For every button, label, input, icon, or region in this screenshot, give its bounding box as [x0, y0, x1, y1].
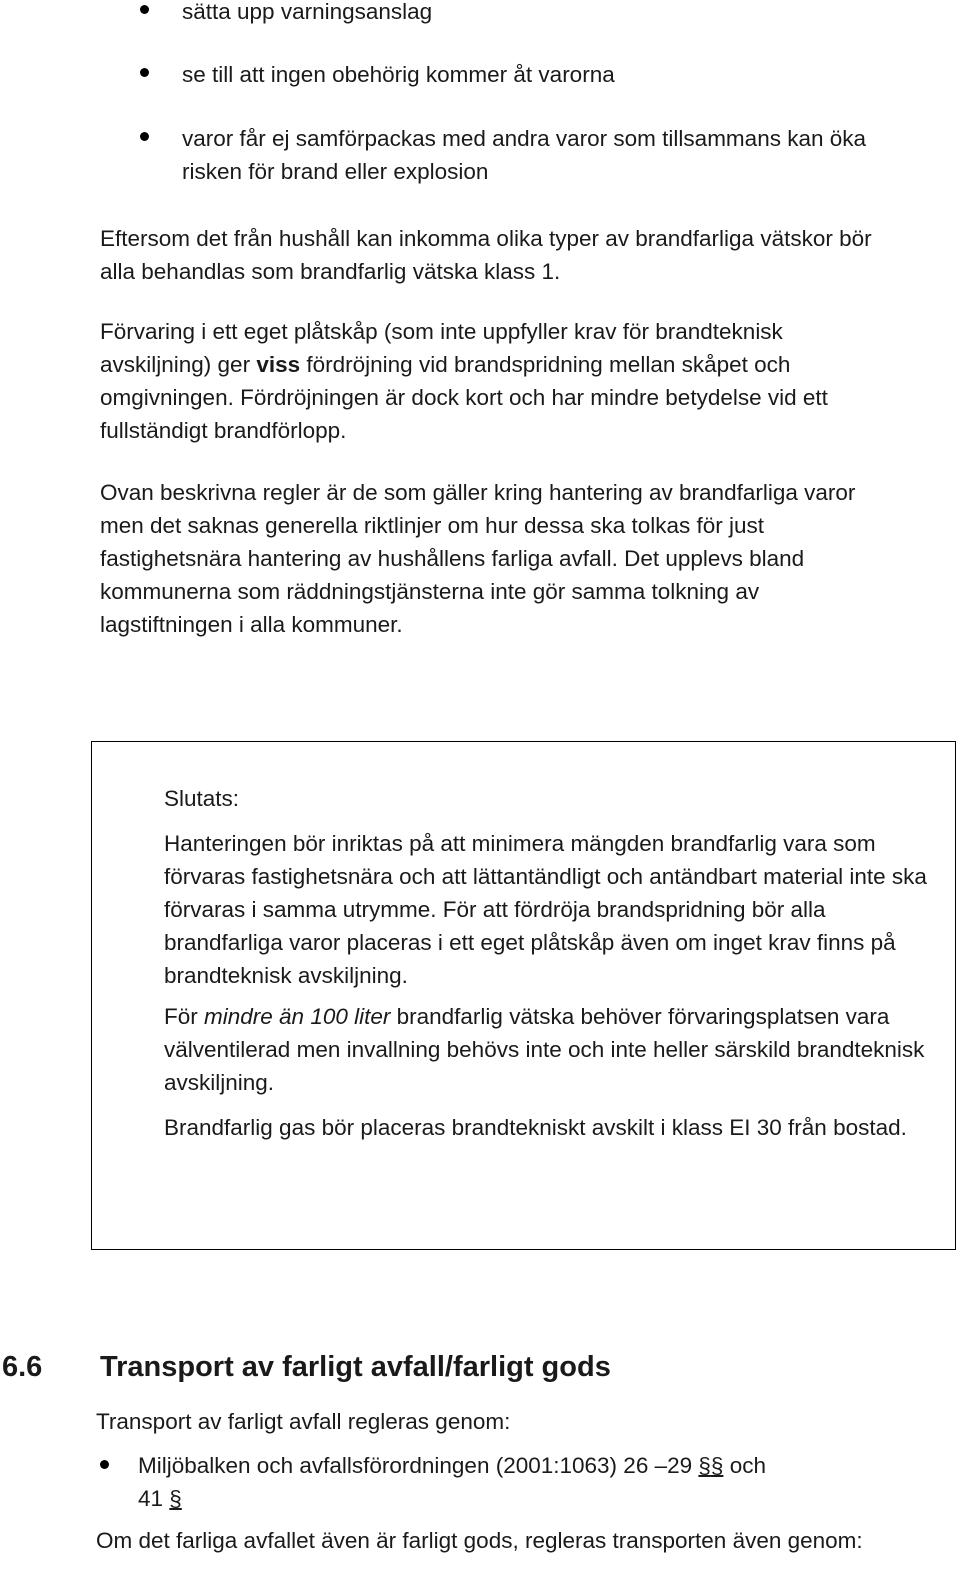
- paragraph-transport-regulation: Transport av farligt avfall regleras genom:: [96, 1409, 511, 1434]
- list-item-text: se till att ingen obehörig kommer åt varorna: [182, 62, 615, 87]
- bullet-icon: [140, 132, 149, 141]
- list-item-text-line2: 41 §: [138, 1486, 182, 1511]
- conclusion-paragraph-1: Hanteringen bör inriktas på att minimera mängden brandfarlig vara som förvaras fastighetsnära och att lättantändligt och antändbart material inte ska förvaras i samma utrymme. För att fördröja brandspridning bör alla brandfarliga varor placeras i ett eget plåtskåp även om inget krav finns på brandteknisk avskiljning.: [164, 831, 927, 988]
- conclusion-paragraph-2: För mindre än 100 liter brandfarlig vätska behöver förvaringsplatsen vara välventilerad men invallning behövs inte och inte heller särskild brandteknisk avskiljning.: [164, 1004, 925, 1095]
- section-heading: [0, 1347, 960, 1387]
- paragraph-dangerous-goods: Om det farliga avfallet även är farligt gods, regleras transporten även genom:: [96, 1528, 863, 1553]
- bullet-icon: [100, 1460, 109, 1469]
- paragraph-household-liquids: Eftersom det från hushåll kan inkomma olika typer av brandfarliga vätskor bör alla behandlas som brandfarlig vätska klass 1.: [100, 226, 872, 284]
- list-item-text: Miljöbalken och avfallsförordningen (2001:1063) 26 –29 §§ och: [138, 1453, 766, 1478]
- conclusion-paragraph-3: Brandfarlig gas bör placeras brandtekniskt avskilt i klass EI 30 från bostad.: [164, 1115, 907, 1140]
- paragraph-rules-interpretation: Ovan beskrivna regler är de som gäller kring hantering av brandfarliga varor men det saknas generella riktlinjer om hur dessa ska tolkas för just fastighetsnära hantering av hushållens farliga avfall. Det upplevs bland kommunerna som räddningstjänsterna inte gör samma tolkning av lagstiftningen i alla kommuner.: [100, 480, 856, 637]
- paragraph-cabinet-storage: Förvaring i ett eget plåtskåp (som inte uppfyller krav för brandteknisk avskiljning) ger viss fördröjning vid brandspridning mellan skåpet och omgivningen. Fördröjningen är dock kort och har mindre betydelse vid ett fullständigt brandförlopp.: [100, 319, 828, 443]
- list-item-text: sätta upp varningsanslag: [182, 0, 433, 24]
- conclusion-box: [91, 741, 956, 1250]
- conclusion-label: Slutats:: [164, 786, 240, 811]
- section-title: Transport av farligt avfall/farligt gods: [100, 1351, 611, 1383]
- list-item-text: varor får ej samförpackas med andra varor som tillsammans kan öka risken för brand eller explosion: [182, 126, 867, 184]
- bullet-icon: [140, 68, 149, 77]
- bullet-icon: [140, 5, 149, 14]
- section-number: 6.6: [2, 1351, 43, 1383]
